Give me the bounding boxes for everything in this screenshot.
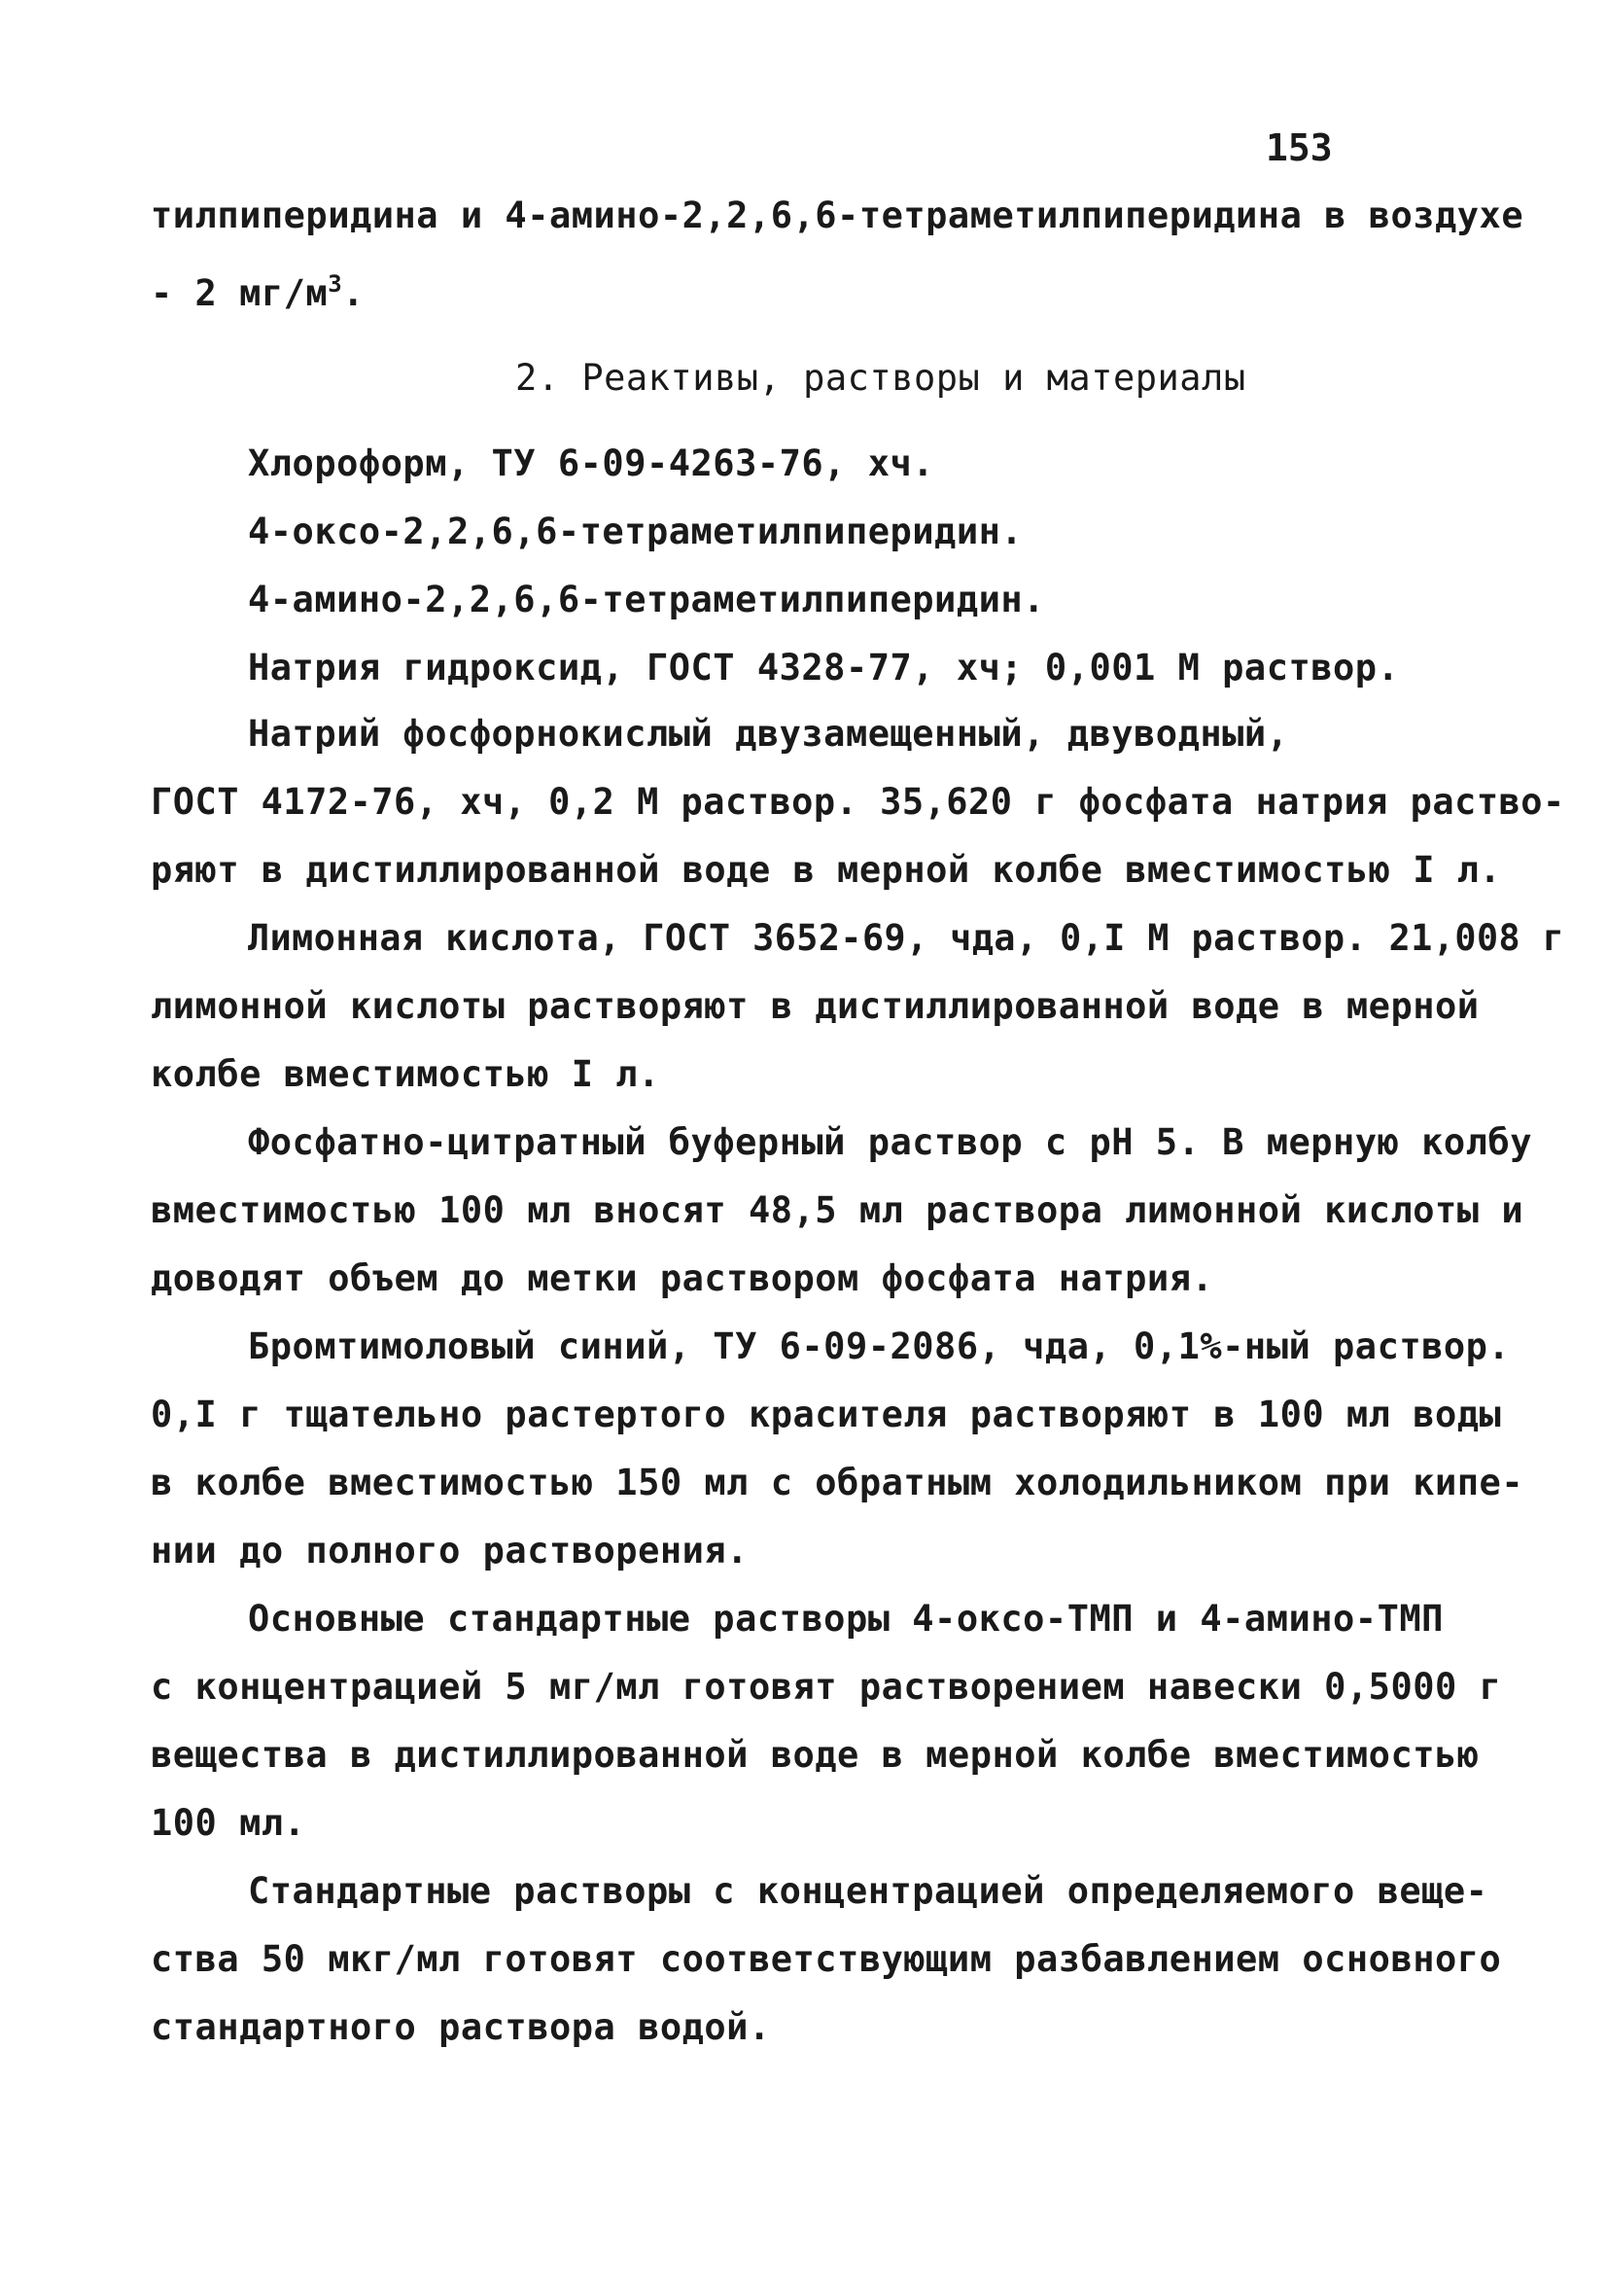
text-line: 100 мл.: [151, 1802, 306, 1844]
page-number: 153: [1266, 126, 1333, 169]
text-line: ства 50 мкг/мл готовят соответствующим разбавлением основного: [151, 1938, 1502, 1980]
text-line: Натрия гидроксид, ГОСТ 4328-77, хч; 0,001 М раствор.: [248, 647, 1400, 689]
text-line: с концентрацией 5 мг/мл готовят растворением навески 0,5000 г: [151, 1666, 1502, 1708]
text-line: ГОСТ 4172-76, хч, 0,2 М раствор. 35,620 г фосфата натрия раство-: [151, 781, 1565, 823]
text-line: нии до полного растворения.: [151, 1530, 749, 1572]
text-line: Фосфатно-цитратный буферный раствор с pH 5. В мерную колбу: [248, 1121, 1533, 1163]
text-line: 4-амино-2,2,6,6-тетраметилпиперидин.: [248, 579, 1045, 620]
intro-line-2-text: - 2 мг/м: [151, 272, 329, 314]
text-line: доводят объем до метки раствором фосфата натрия.: [151, 1257, 1214, 1299]
section-heading: 2. Реактивы, растворы и материалы: [515, 357, 1246, 399]
intro-line-2-period: .: [342, 272, 365, 314]
text-line: Лимонная кислота, ГОСТ 3652-69, чда, 0,I М раствор. 21,008 г: [248, 917, 1565, 959]
text-line: в колбе вместимостью 150 мл с обратным холодильником при кипе-: [151, 1462, 1524, 1503]
superscript-3: 3: [328, 270, 343, 298]
text-line: Натрий фосфорнокислый двузамещенный, двуводный,: [248, 713, 1289, 755]
text-line: 4-оксо-2,2,6,6-тетраметилпиперидин.: [248, 511, 1024, 552]
intro-line-1: тилпиперидина и 4-амино-2,2,6,6-тетраметилпиперидина в воздухе: [151, 194, 1524, 236]
intro-line-2: [151, 272, 365, 315]
text-line: Стандартные растворы с концентрацией определяемого веще-: [248, 1870, 1488, 1912]
text-line: ряют в дистиллированной воде в мерной колбе вместимостью I л.: [151, 849, 1502, 891]
text-line: вместимостью 100 мл вносят 48,5 мл раствора лимонной кислоты и: [151, 1189, 1524, 1231]
text-line: Основные стандартные растворы 4-оксо-ТМП и 4-амино-ТМП: [248, 1598, 1444, 1640]
text-line: стандартного раствора водой.: [151, 2006, 771, 2048]
text-line: лимонной кислоты растворяют в дистиллированной воде в мерной: [151, 985, 1480, 1027]
text-line: вещества в дистиллированной воде в мерной колбе вместимостью: [151, 1734, 1480, 1776]
text-line: Бромтимоловый синий, ТУ 6-09-2086, чда, 0,1%-ный раствор.: [248, 1325, 1511, 1367]
text-line: 0,I г тщательно растертого красителя растворяют в 100 мл воды: [151, 1394, 1502, 1435]
text-line: Хлороформ, ТУ 6-09-4263-76, хч.: [248, 442, 935, 484]
text-line: колбе вместимостью I л.: [151, 1053, 660, 1095]
